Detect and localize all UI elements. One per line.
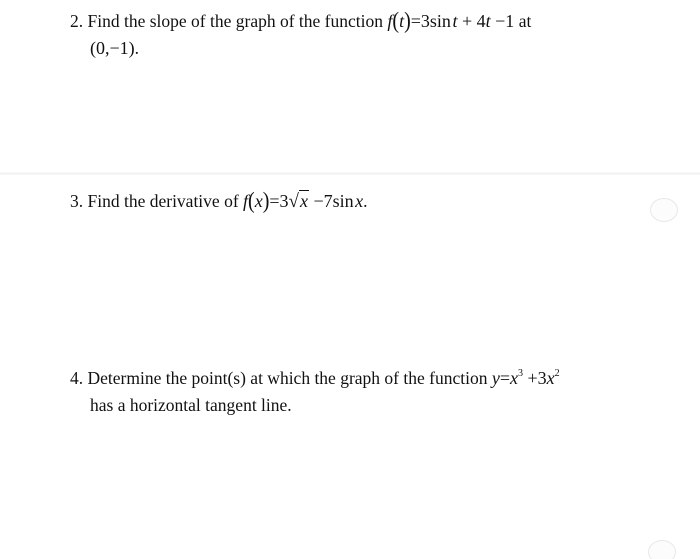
problem-number: 4.	[70, 368, 84, 388]
function-expression: $y=x^3 +3x^2$	[491, 368, 560, 388]
period: .	[363, 191, 368, 211]
function-expression: f(t)=3sin t + 4t −1	[387, 8, 515, 34]
square-root: √x	[288, 191, 308, 212]
problem-text: Find the slope of the graph of the function	[87, 11, 383, 31]
edge-mark-right	[650, 198, 678, 222]
problem-text: Determine the point(s) at which the graph of the function	[87, 368, 488, 388]
problem-4	[70, 365, 630, 419]
problem-number: 2.	[70, 11, 84, 31]
section-divider	[0, 172, 700, 175]
problem-text: Find the derivative of	[87, 191, 239, 211]
period: .	[134, 38, 140, 58]
point-expression: (0,−1)	[90, 38, 135, 58]
problem-text-line2: has a horizontal tangent line.	[90, 395, 292, 415]
problem-3	[70, 188, 630, 215]
edge-mark-bottom-right	[648, 540, 676, 559]
problem-2	[70, 8, 630, 62]
function-expression: f(x)=3√x −7sin x	[243, 188, 364, 214]
problem-text-tail: at	[518, 11, 532, 31]
point-line	[70, 35, 630, 62]
problem-number: 3.	[70, 191, 84, 211]
